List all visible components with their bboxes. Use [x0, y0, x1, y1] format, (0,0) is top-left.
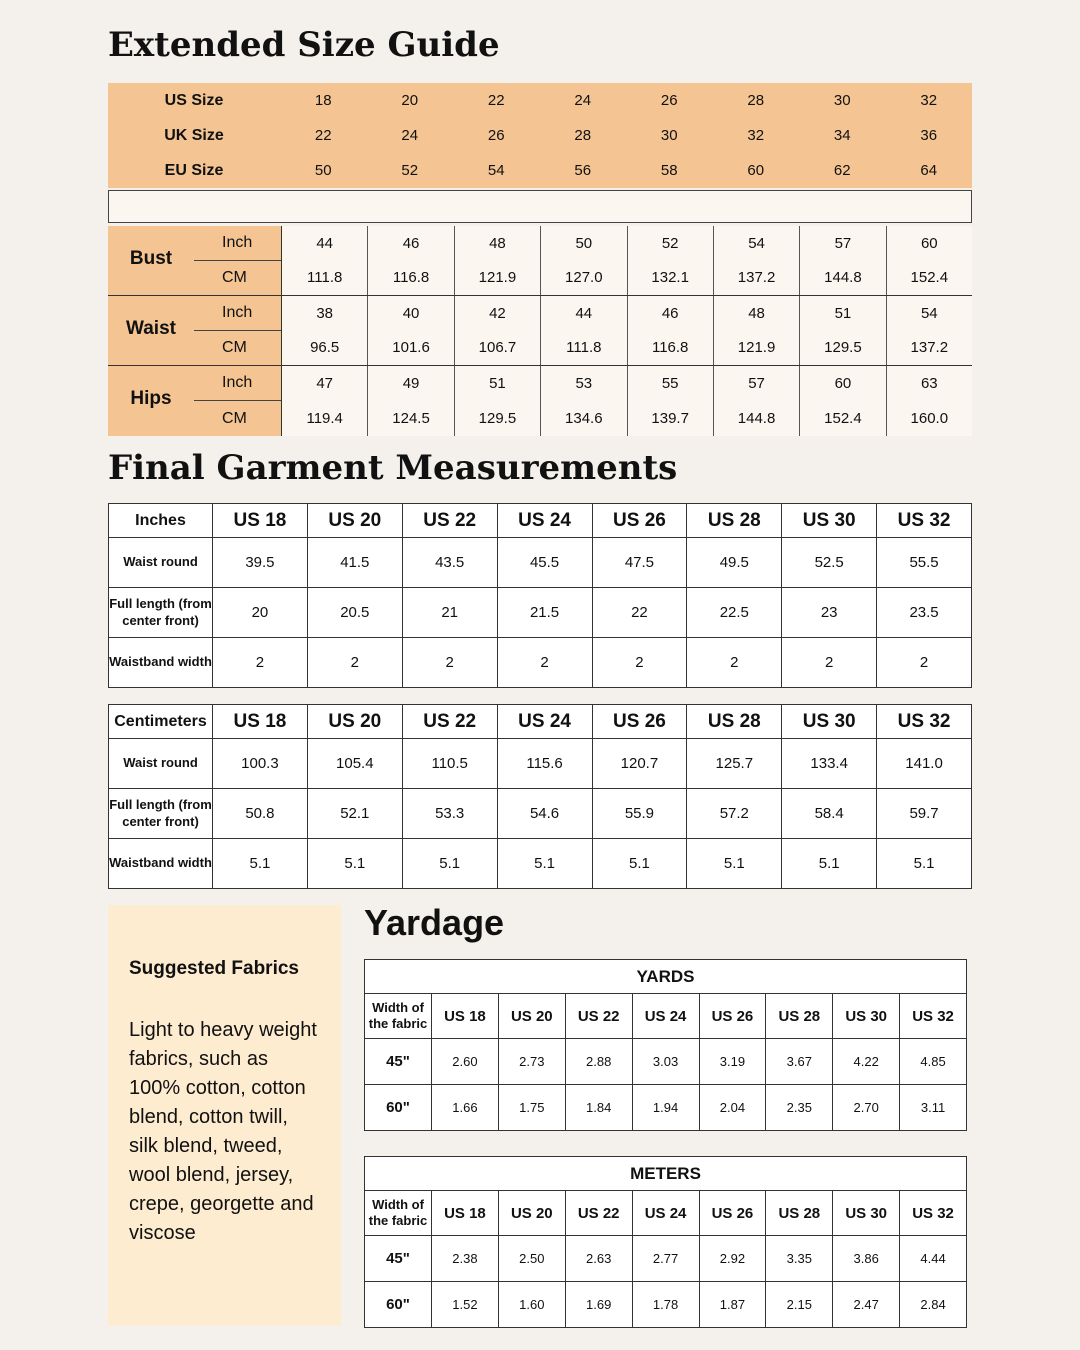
size-cell: 50: [314, 162, 332, 179]
measurement-cell: 48: [454, 226, 540, 261]
table-cell: 5.1: [213, 839, 308, 889]
measurement-values: [281, 296, 972, 365]
fabric-width-label: 60": [365, 1085, 432, 1131]
table-cell: 43.5: [402, 538, 497, 588]
us-size-label: US Size: [164, 91, 224, 109]
measurement-cell: 54: [886, 296, 972, 331]
table-cell: 110.5: [402, 739, 497, 789]
inch-label: Inch: [194, 226, 281, 261]
fabrics-text: Light to heavy weight fabrics, such as 100% cotton, cotton blend, cotton twill, silk blend, tweed, wool blend, jersey, crepe, georgette and viscose: [129, 1019, 317, 1244]
fabric-width-label: 60": [365, 1282, 432, 1328]
table-row: [109, 588, 972, 638]
hips-block: [108, 366, 972, 436]
measurement-side: [108, 296, 281, 365]
size-cell: 30: [833, 92, 851, 109]
table-cell: 1.94: [632, 1085, 699, 1131]
table-row: [365, 1039, 967, 1085]
bust-block: [108, 226, 972, 296]
unit-labels: [194, 226, 281, 295]
measurement-cell: 144.8: [713, 401, 799, 436]
size-column-header: US 22: [402, 705, 497, 739]
size-guide-table: [108, 83, 972, 436]
table-cell: 133.4: [782, 739, 877, 789]
table-cell: 52.1: [307, 789, 402, 839]
table-cell: 1.60: [498, 1282, 565, 1328]
table-cell: 23.5: [877, 588, 972, 638]
table-cell: 2.92: [699, 1236, 766, 1282]
uk-size-row: [108, 118, 972, 153]
size-cell: 24: [574, 92, 592, 109]
measurement-cell: 111.8: [307, 269, 343, 287]
measurement-cell: 46: [367, 226, 453, 261]
table-cell: 2: [213, 638, 308, 688]
table-cell: 1.52: [432, 1282, 499, 1328]
table-cell: 115.6: [497, 739, 592, 789]
garment-centimeters-table: [108, 704, 972, 889]
suggested-fabrics-panel: [108, 905, 341, 1326]
fabrics-title: Suggested Fabrics: [129, 958, 299, 979]
size-column-header: US 20: [307, 504, 402, 538]
garment-title: Final Garment Measurements: [108, 448, 678, 488]
inch-label: Inch: [194, 296, 281, 331]
size-column-header: US 22: [565, 1191, 632, 1236]
measurement-cell: 54: [713, 226, 799, 261]
size-cell: 56: [574, 162, 592, 179]
table-cell: 5.1: [877, 839, 972, 889]
table-row: [109, 638, 972, 688]
table-cell: 5.1: [782, 839, 877, 889]
table-cell: 100.3: [213, 739, 308, 789]
yards-table: [364, 959, 967, 1131]
eu-size-row: [108, 153, 972, 188]
table-cell: 2.35: [766, 1085, 833, 1131]
table-row: [109, 739, 972, 789]
size-column-header: US 22: [565, 994, 632, 1039]
measurement-cell: 144.8: [799, 261, 885, 296]
table-cell: 3.03: [632, 1039, 699, 1085]
table-cell: 2.60: [432, 1039, 499, 1085]
size-cell: 22: [314, 127, 332, 144]
cm-label: CM: [222, 409, 247, 427]
table-cell: 105.4: [307, 739, 402, 789]
table-cell: 21: [402, 588, 497, 638]
measurement-cell: 50: [540, 226, 626, 261]
measurement-cell: 152.4: [886, 261, 972, 296]
table-cell: 22.5: [687, 588, 782, 638]
size-cell: 52: [401, 162, 419, 179]
table-cell: 55.9: [592, 789, 687, 839]
size-column-header: US 28: [766, 994, 833, 1039]
size-cell: 64: [920, 162, 938, 179]
table-cell: 1.87: [699, 1282, 766, 1328]
measurement-cell: 152.4: [799, 401, 885, 436]
size-cell: 62: [833, 162, 851, 179]
table-cell: 2: [402, 638, 497, 688]
size-column-header: US 32: [877, 705, 972, 739]
table-cell: 120.7: [592, 739, 687, 789]
table-cell: 2.50: [498, 1236, 565, 1282]
cm-values-row: [282, 261, 972, 296]
table-cell: 4.44: [900, 1236, 967, 1282]
table-cell: 2: [307, 638, 402, 688]
measurement-name: Bust: [129, 247, 173, 269]
size-spacer-bar: [108, 190, 972, 223]
measurement-cell: 47: [316, 375, 334, 392]
measurement-cell: 106.7: [454, 331, 540, 366]
measurement-name: Hips: [130, 388, 172, 409]
table-cell: 1.69: [565, 1282, 632, 1328]
measurement-cell: 52: [627, 226, 713, 261]
measurement-cell: 127.0: [540, 261, 626, 296]
table-cell: 1.78: [632, 1282, 699, 1328]
size-column-header: US 18: [213, 705, 308, 739]
table-cell: 55.5: [877, 538, 972, 588]
measurement-cell: 44: [540, 296, 626, 331]
table-cell: 58.4: [782, 789, 877, 839]
table-cell: 50.8: [213, 789, 308, 839]
measurement-cell: 57: [799, 226, 885, 261]
size-column-header: US 30: [782, 705, 877, 739]
size-cell: 32: [920, 92, 938, 109]
table-corner: Centimeters: [109, 705, 213, 739]
measurement-cell: 38: [316, 304, 334, 322]
cm-values-row: [282, 401, 972, 436]
table-row: [109, 839, 972, 889]
measurement-cell: 132.1: [627, 261, 713, 296]
size-cell: 32: [747, 127, 765, 144]
table-cell: 20: [213, 588, 308, 638]
size-cell: 60: [747, 162, 765, 179]
table-cell: 45.5: [497, 538, 592, 588]
size-column-header: US 22: [402, 504, 497, 538]
measurement-cell: 44: [316, 234, 334, 252]
table-cell: 3.19: [699, 1039, 766, 1085]
measurement-cell: 119.4: [306, 410, 343, 427]
size-guide-title: Extended Size Guide: [108, 25, 500, 65]
table-cell: 2: [687, 638, 782, 688]
measurement-values: [281, 366, 972, 436]
measurement-cell: 53: [540, 366, 626, 401]
table-cell: 2: [877, 638, 972, 688]
measurement-values: [281, 226, 972, 295]
measurement-cell: 137.2: [713, 261, 799, 296]
size-cell: 58: [660, 162, 678, 179]
inch-values-row: [282, 296, 972, 331]
table-cell: 4.22: [833, 1039, 900, 1085]
size-header: [108, 83, 972, 188]
table-cell: 59.7: [877, 789, 972, 839]
measurement-cell: 129.5: [799, 331, 885, 366]
table-cell: 2.70: [833, 1085, 900, 1131]
table-cell: 49.5: [687, 538, 782, 588]
measurement-name: Waist: [126, 317, 176, 339]
fabric-width-label: 45": [365, 1039, 432, 1085]
measurement-cell: 124.5: [367, 401, 453, 436]
size-column-header: US 18: [432, 1191, 499, 1236]
inch-values-row: [282, 366, 972, 401]
measurement-cell: 116.8: [367, 261, 453, 296]
unit-labels: [194, 296, 281, 365]
table-cell: 1.66: [432, 1085, 499, 1131]
size-column-header: US 28: [766, 1191, 833, 1236]
measurement-cell: 121.9: [454, 261, 540, 296]
table-cell: 2: [497, 638, 592, 688]
table-cell: 3.11: [900, 1085, 967, 1131]
fabric-width-label: 45": [365, 1236, 432, 1282]
table-cell: 1.84: [565, 1085, 632, 1131]
measurement-cell: 57: [713, 366, 799, 401]
yardage-title: Yardage: [364, 902, 505, 943]
width-of-fabric-header: Width of the fabric: [365, 1191, 432, 1236]
table-cell: 4.85: [900, 1039, 967, 1085]
measurement-cell: 160.0: [886, 401, 972, 436]
table-cell: 21.5: [497, 588, 592, 638]
size-column-header: US 20: [498, 1191, 565, 1236]
table-cell: 2.63: [565, 1236, 632, 1282]
table-cell: 22: [592, 588, 687, 638]
table-cell: 23: [782, 588, 877, 638]
table-row: [365, 1282, 967, 1328]
table-row: [109, 538, 972, 588]
size-cell: 28: [747, 92, 765, 109]
measurement-cell: 63: [886, 366, 972, 401]
size-cell: 18: [314, 92, 332, 109]
measurement-cell: 51: [799, 296, 885, 331]
cm-values-row: [282, 331, 972, 366]
measurement-cell: 60: [799, 366, 885, 401]
size-column-header: US 24: [632, 1191, 699, 1236]
table-cell: 5.1: [307, 839, 402, 889]
garment-inches-table: [108, 503, 972, 688]
size-column-header: US 32: [900, 994, 967, 1039]
table-cell: 5.1: [497, 839, 592, 889]
measurement-cell: 137.2: [886, 331, 972, 366]
cm-label: CM: [222, 338, 247, 356]
table-cell: 2.47: [833, 1282, 900, 1328]
table-cell: 39.5: [213, 538, 308, 588]
measurement-cell: 48: [713, 296, 799, 331]
size-column-header: US 30: [833, 1191, 900, 1236]
size-column-header: US 30: [782, 504, 877, 538]
table-cell: 52.5: [782, 538, 877, 588]
size-cell: 22: [487, 92, 505, 109]
measurement-side: [108, 366, 281, 436]
size-cell: 36: [920, 127, 938, 144]
size-column-header: US 18: [432, 994, 499, 1039]
table-cell: 57.2: [687, 789, 782, 839]
cm-label: CM: [222, 268, 247, 286]
measurement-cell: 51: [454, 366, 540, 401]
size-column-header: US 26: [592, 705, 687, 739]
size-column-header: US 24: [632, 994, 699, 1039]
body-measurements: [108, 226, 972, 436]
table-row: [365, 1085, 967, 1131]
size-column-header: US 20: [307, 705, 402, 739]
uk-size-label: UK Size: [164, 126, 224, 144]
size-column-header: US 26: [699, 1191, 766, 1236]
size-cell: 20: [401, 92, 419, 109]
table-cell: 53.3: [402, 789, 497, 839]
table-cell: 1.75: [498, 1085, 565, 1131]
size-cell: 24: [401, 127, 419, 144]
size-column-header: US 26: [592, 504, 687, 538]
table-cell: 47.5: [592, 538, 687, 588]
unit-labels: [194, 366, 281, 436]
table-cell: 2: [782, 638, 877, 688]
measurement-cell: 116.8: [627, 331, 713, 366]
meters-table: [364, 1156, 967, 1328]
table-cell: 3.86: [833, 1236, 900, 1282]
table-cell: 2: [592, 638, 687, 688]
measurement-cell: 111.8: [540, 331, 626, 366]
measurement-cell: 55: [627, 366, 713, 401]
table-cell: 125.7: [687, 739, 782, 789]
size-cell: 28: [574, 127, 592, 144]
table-cell: 2.15: [766, 1282, 833, 1328]
meters-caption: METERS: [365, 1157, 967, 1191]
size-column-header: US 24: [497, 504, 592, 538]
table-cell: 2.73: [498, 1039, 565, 1085]
size-cell: 30: [660, 127, 678, 144]
table-cell: 20.5: [307, 588, 402, 638]
measurement-cell: 49: [367, 366, 453, 401]
table-cell: 2.77: [632, 1236, 699, 1282]
measurement-cell: 46: [627, 296, 713, 331]
size-column-header: US 32: [900, 1191, 967, 1236]
table-cell: 2.38: [432, 1236, 499, 1282]
inch-values-row: [282, 226, 972, 261]
row-label: Full length (from center front): [109, 789, 213, 839]
size-cell: 34: [833, 127, 851, 144]
measurement-cell: 40: [367, 296, 453, 331]
table-cell: 2.88: [565, 1039, 632, 1085]
size-column-header: US 20: [498, 994, 565, 1039]
measurement-cell: 101.6: [367, 331, 453, 366]
size-column-header: US 24: [497, 705, 592, 739]
us-size-row: [108, 83, 972, 118]
table-cell: 3.35: [766, 1236, 833, 1282]
size-column-header: US 18: [213, 504, 308, 538]
table-cell: 5.1: [687, 839, 782, 889]
row-label: Waist round: [109, 538, 213, 588]
eu-size-label: EU Size: [164, 161, 224, 179]
table-corner: Inches: [109, 504, 213, 538]
measurement-cell: 139.7: [627, 401, 713, 436]
measurement-cell: 129.5: [454, 401, 540, 436]
table-cell: 2.04: [699, 1085, 766, 1131]
size-column-header: US 28: [687, 705, 782, 739]
size-column-header: US 26: [699, 994, 766, 1039]
row-label: Waistband width: [109, 839, 213, 889]
table-cell: 5.1: [402, 839, 497, 889]
measurement-cell: 121.9: [713, 331, 799, 366]
measurement-cell: 60: [886, 226, 972, 261]
measurement-cell: 96.5: [310, 339, 340, 357]
inch-label: Inch: [194, 366, 281, 401]
width-of-fabric-header: Width of the fabric: [365, 994, 432, 1039]
table-cell: 141.0: [877, 739, 972, 789]
waist-block: [108, 296, 972, 366]
table-cell: 3.67: [766, 1039, 833, 1085]
table-row: [109, 789, 972, 839]
measurement-cell: 42: [454, 296, 540, 331]
size-cell: 26: [660, 92, 678, 109]
table-cell: 2.84: [900, 1282, 967, 1328]
row-label: Waistband width: [109, 638, 213, 688]
size-column-header: US 32: [877, 504, 972, 538]
row-label: Full length (from center front): [109, 588, 213, 638]
yards-caption: YARDS: [365, 960, 967, 994]
measurement-cell: 134.6: [540, 401, 626, 436]
size-column-header: US 30: [833, 994, 900, 1039]
size-cell: 54: [487, 162, 505, 179]
row-label: Waist round: [109, 739, 213, 789]
size-column-header: US 28: [687, 504, 782, 538]
table-cell: 41.5: [307, 538, 402, 588]
table-cell: 54.6: [497, 789, 592, 839]
size-cell: 26: [487, 127, 505, 144]
table-row: [365, 1236, 967, 1282]
measurement-side: [108, 226, 281, 295]
table-cell: 5.1: [592, 839, 687, 889]
